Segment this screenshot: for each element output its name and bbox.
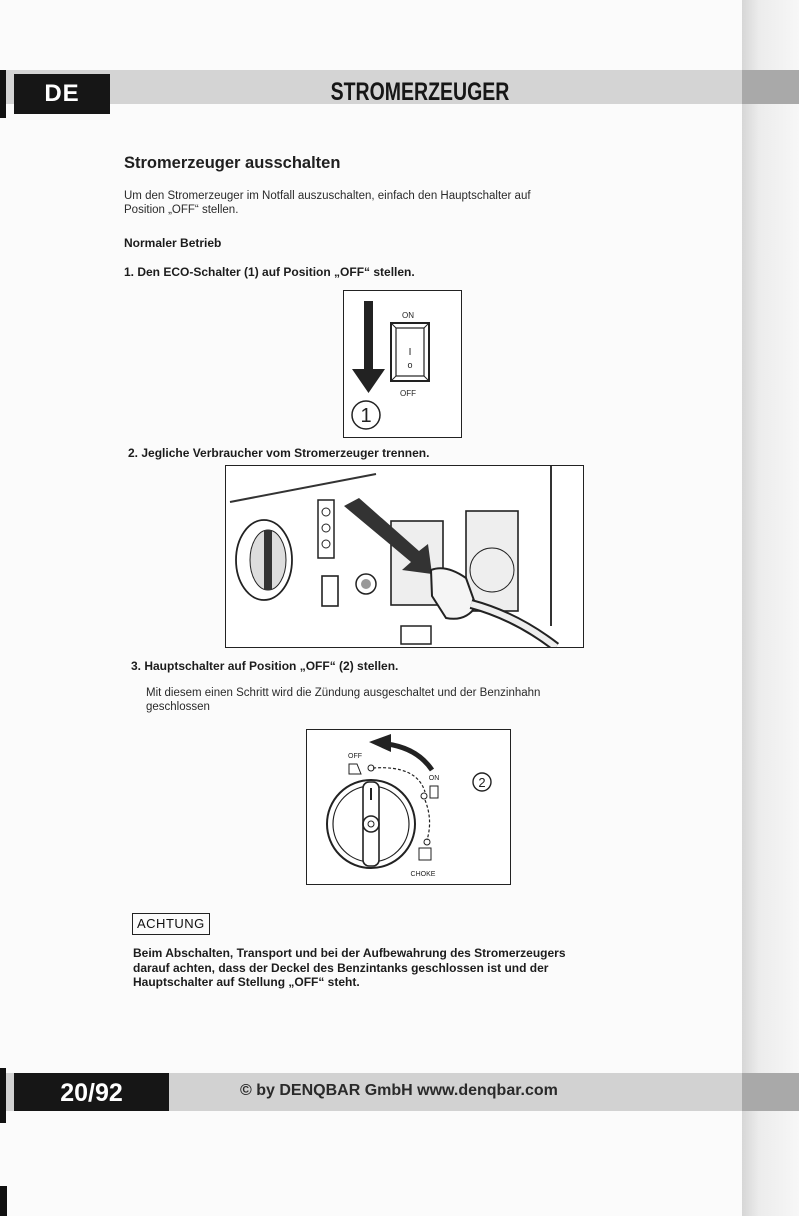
on-label: ON (428, 775, 440, 782)
eco-switch (322, 576, 338, 606)
fuel-off-icon (349, 764, 361, 774)
callout-1: 1 (360, 405, 372, 427)
fuel-on-icon (430, 786, 438, 798)
page-number: 20/92 (14, 1073, 169, 1111)
off-label: OFF (348, 753, 362, 760)
footer-copyright: © by DENQBAR GmbH www.denqbar.com (240, 1082, 558, 1099)
intro-line-2: Position „OFF“ stellen. (124, 204, 239, 216)
panel-plug-illustration (226, 466, 583, 647)
step-3-line-1: Mit diesem einen Schritt wird die Zündung ausgeschaltet und der Benzinhahn (146, 687, 541, 699)
step-1: 1. Den ECO-Schalter (1) auf Position „OFF“ stellen. (124, 265, 415, 279)
main-switch-illustration (307, 730, 510, 884)
warning-line-3: Hauptschalter auf Stellung „OFF“ steht. (133, 975, 360, 989)
footer-edge-tab (742, 1073, 799, 1111)
socket-2 (466, 511, 518, 611)
eco-on-symbol: I (408, 347, 412, 358)
eco-off-label: OFF (400, 389, 416, 398)
fuse-strip (318, 500, 334, 558)
step-3-line-2: geschlossen (146, 701, 210, 713)
language-badge: DE (14, 74, 110, 114)
header-edge-tab (742, 70, 799, 104)
section-title: Stromerzeuger ausschalten (124, 154, 341, 172)
page-edge (742, 0, 799, 1216)
rotate-arrow (369, 734, 391, 752)
warning-line-1: Beim Abschalten, Transport und bei der Aufbewahrung des Stromerzeugers (133, 946, 566, 960)
figure-panel-plug (225, 465, 584, 648)
figure-eco-switch (343, 290, 462, 438)
page-title: STROMERZEUGER (330, 78, 510, 106)
step-3: 3. Hauptschalter auf Position „OFF“ (2) stellen. (131, 659, 399, 673)
subheading: Normaler Betrieb (124, 236, 222, 250)
callout-2: 2 (478, 775, 486, 790)
step-2: 2. Jegliche Verbraucher vom Stromerzeuger trennen. (128, 446, 430, 460)
intro-line-1: Um den Stromerzeuger im Notfall auszuschalten, einfach den Hauptschalter auf (124, 190, 531, 202)
eco-switch-illustration (344, 291, 461, 437)
warning-line-2: darauf achten, dass der Deckel des Benzintanks geschlossen ist und der (133, 960, 549, 975)
choke-label: CHOKE (410, 871, 436, 878)
choke-icon (419, 848, 431, 860)
warning-text (133, 946, 693, 990)
figure-main-switch (306, 729, 511, 885)
header-left-bar (0, 70, 6, 118)
eco-on-label: ON (402, 311, 414, 320)
binding-mark (0, 1186, 7, 1216)
warning-label: ACHTUNG (132, 913, 210, 935)
footer-left-bar (0, 1068, 6, 1123)
eco-off-symbol: o (407, 360, 413, 370)
